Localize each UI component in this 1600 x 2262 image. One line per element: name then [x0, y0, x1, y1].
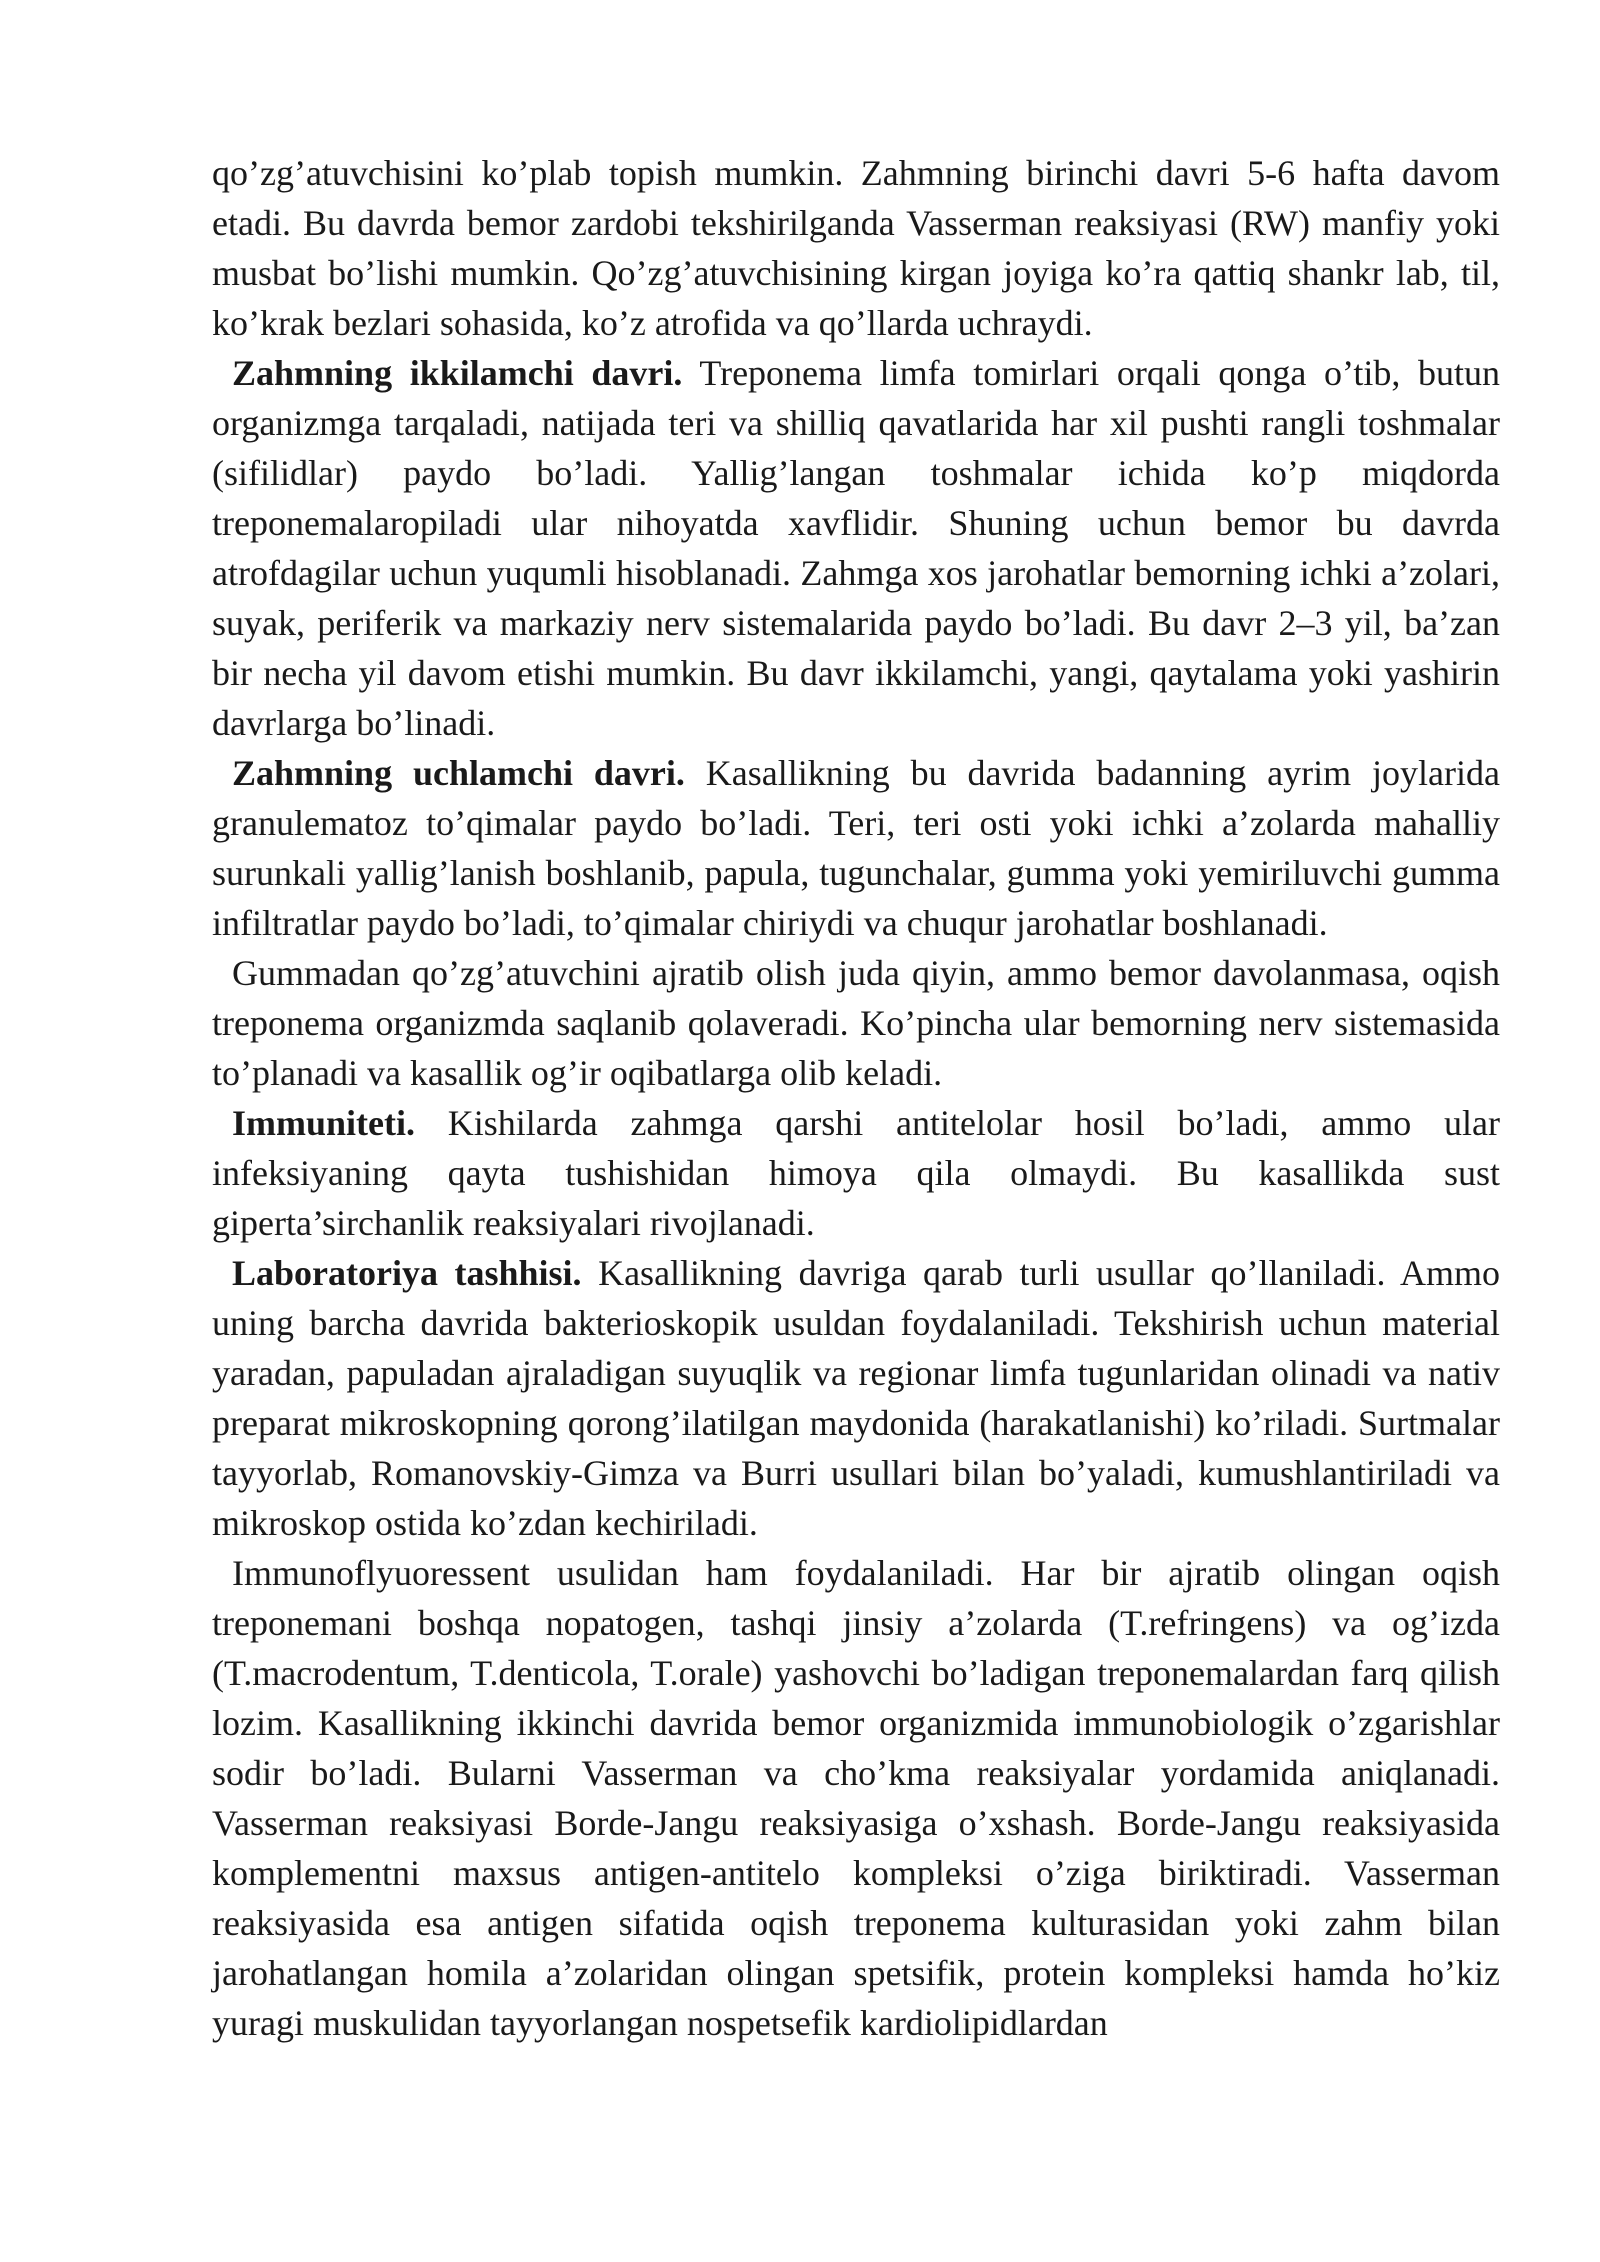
paragraph-heading: Laboratoriya tashhisi.: [232, 1253, 582, 1293]
paragraph-heading: Zahmning ikkilamchi davri.: [232, 353, 683, 393]
paragraph-text: Gummadan qo’zg’atuvchini ajratib olish juda qiyin, ammo bemor davolanmasa, oqish treponema organizmda saqlanib qolaveradi. Ko’pincha ular bemorning nerv sistemasida to’planadi va kasallik og’ir oqibatlarga olib keladi.: [212, 953, 1500, 1093]
paragraph-text: qo’zg’atuvchisini ko’plab topish mumkin. Zahmning birinchi davri 5-6 hafta davom etadi. Bu davrda bemor zardobi tekshirilganda Vasserman reaksiyasi (RW) manfiy yoki musbat bo’lishi mumkin. Qo’zg’atuvchisining kirgan joyiga ko’ra qattiq shankr lab, til, ko’krak bezlari sohasida, ko’z atrofida va qo’llarda uchraydi.: [212, 153, 1500, 343]
paragraph-text: Immunoflyuoressent usulidan ham foydalaniladi. Har bir ajratib olingan oqish treponemani boshqa nopatogen, tashqi jinsiy a’zolarda (T.refringens) va og’izda (T.macrodentum, T.denticola, T.orale) yashovchi bo’ladigan treponemalardan farq qilish lozim. Kasallikning ikkinchi davrida bemor organizmida immunobiologik o’zgarishlar sodir bo’ladi. Bularni Vasserman va cho’kma reaksiyalar yordamida aniqlanadi. Vasserman reaksiyasi Borde-Jangu reaksiyasiga o’xshash. Borde-Jangu reaksiyasida komplementni maxsus antigen-antitelo kompleksi o’ziga biriktiradi. Vasserman reaksiyasida esa antigen sifatida oqish treponema kulturasidan yoki zahm bilan jarohatlangan homila a’zolaridan olingan spetsifik, protein kompleksi hamda ho’kiz yuragi muskulidan tayyorlangan nospetsefik kardiolipidlardan: [212, 1553, 1500, 2043]
paragraph-text: Treponema limfa tomirlari orqali qonga o’tib, butun organizmga tarqaladi, natijada teri va shilliq qavatlarida har xil pushti rangli toshmalar (sifilidlar) paydo bo’ladi. Yallig’langan toshmalar ichida ko’p miqdorda treponemalaropiladi ular nihoyatda xavflidir. Shuning uchun bemor bu davrda atrofdagilar uchun yuqumli hisoblanadi. Zahmga xos jarohatlar bemorning ichki a’zolari, suyak, periferik va markaziy nerv sistemalarida paydo bo’ladi. Bu davr 2–3 yil, ba’zan bir necha yil davom etishi mumkin. Bu davr ikkilamchi, yangi, qaytalama yoki yashirin davrlarga bo’linadi.: [212, 353, 1501, 743]
paragraph-heading: Immuniteti.: [232, 1103, 415, 1143]
paragraph-intro-continuation: [212, 148, 1500, 348]
paragraph-laboratory-diagnosis: [212, 1248, 1500, 1548]
paragraph-gumma: [212, 948, 1500, 1098]
paragraph-immunofluorescence: [212, 1548, 1500, 2048]
document-page: [212, 148, 1500, 2048]
paragraph-text: Kasallikning bu davrida badanning ayrim joylarida granulematoz to’qimalar paydo bo’ladi. Teri, teri osti yoki ichki a’zolarda mahalliy surunkali yallig’lanish boshlanib, papula, tugunchalar, gumma yoki yemiriluvchi gumma infiltratlar paydo bo’ladi, to’qimalar chiriydi va chuqur jarohatlar boshlanadi.: [212, 753, 1500, 943]
paragraph-text: Kasallikning davriga qarab turli usullar qo’llaniladi. Ammo uning barcha davrida bakterioskopik usuldan foydalaniladi. Tekshirish uchun material yaradan, papuladan ajraladigan suyuqlik va regionar limfa tugunlaridan olinadi va nativ preparat mikroskopning qorong’ilatilgan maydonida (harakatlanishi) ko’riladi. Surtmalar tayyorlab, Romanovskiy-Gimza va Burri usullari bilan bo’yaladi, kumushlantiriladi va mikroskop ostida ko’zdan kechiriladi.: [212, 1253, 1500, 1543]
paragraph-text: Kishilarda zahmga qarshi antitelolar hosil bo’ladi, ammo ular infeksiyaning qayta tushishidan himoya qila olmaydi. Bu kasallikda sust giperta’sirchanlik reaksiyalari rivojlanadi.: [212, 1103, 1500, 1243]
paragraph-heading: Zahmning uchlamchi davri.: [232, 753, 685, 793]
paragraph-tertiary-stage: [212, 748, 1500, 948]
paragraph-secondary-stage: [212, 348, 1500, 748]
paragraph-immunity: [212, 1098, 1500, 1248]
